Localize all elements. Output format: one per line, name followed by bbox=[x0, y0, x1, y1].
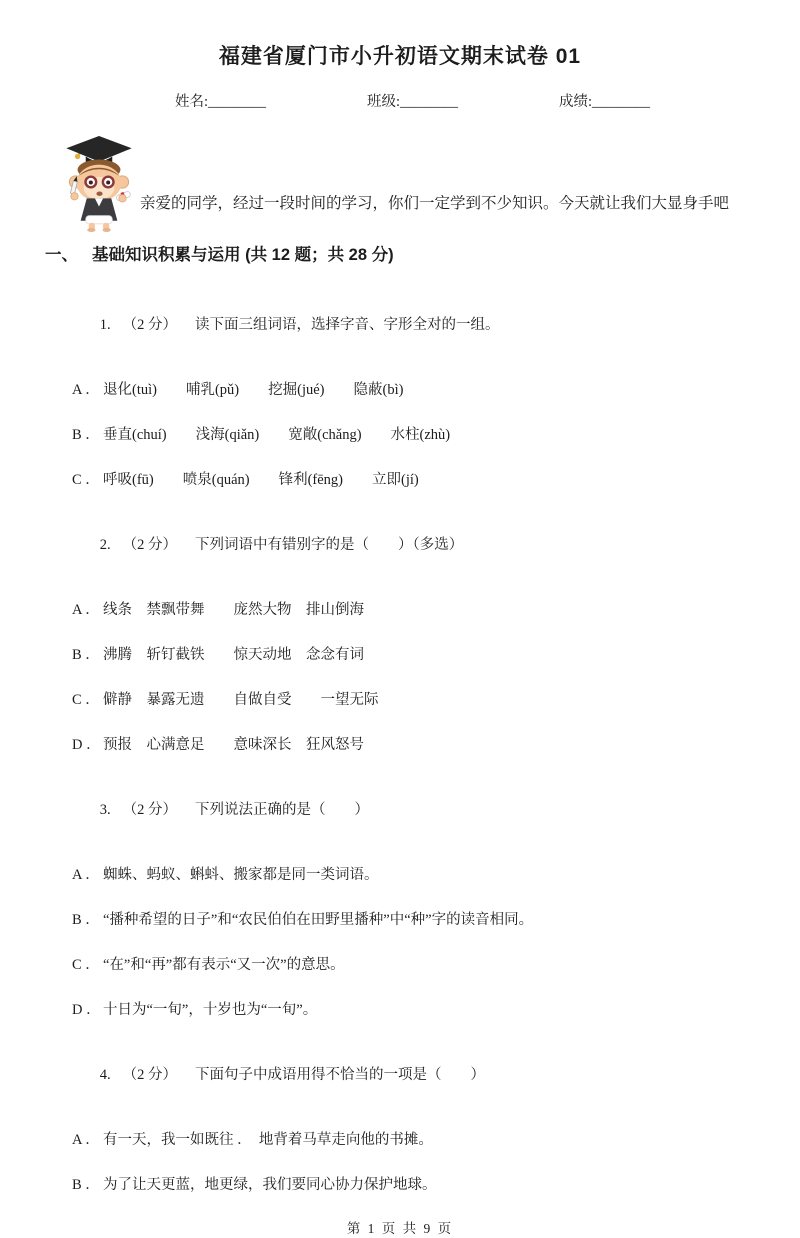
question-stem bbox=[0, 780, 800, 840]
score-field-label: 成绩: bbox=[558, 94, 592, 110]
option-text: 退化(tuì) 哺乳(pǔ) 挖掘(jué) 隐蔽(bì) bbox=[103, 382, 404, 398]
option-text: “在”和“再”都有表示“又一次”的意思。 bbox=[103, 957, 345, 973]
option-row bbox=[0, 470, 800, 490]
section-meta: (共 12 题；共 28 分) bbox=[240, 246, 394, 264]
option-row bbox=[0, 735, 800, 755]
option-row bbox=[0, 955, 800, 975]
option-row bbox=[0, 1175, 800, 1195]
option-label: A ． bbox=[72, 1132, 100, 1148]
option-label: A ． bbox=[72, 867, 100, 883]
option-text: 预报 心满意足 意味深长 狂风怒号 bbox=[103, 737, 364, 753]
option-label: C ． bbox=[72, 692, 100, 708]
option-text: 沸腾 斩钉截铁 惊天动地 念念有词 bbox=[103, 647, 364, 663]
question-stem-text: 下列说法正确的是（ ） bbox=[195, 802, 369, 818]
question-stem-text: 读下面三组词语，选择字音、字形全对的一组。 bbox=[195, 317, 500, 333]
score-field bbox=[559, 92, 650, 112]
name-field-blank: ________ bbox=[208, 94, 267, 110]
graduate-mascot-illustration bbox=[58, 134, 140, 232]
page-title: 福建省厦门市小升初语文期末试卷 01 bbox=[218, 45, 582, 68]
question-score: （2 分） bbox=[122, 1067, 177, 1083]
option-label: C ． bbox=[72, 472, 100, 488]
option-text: 僻静 暴露无遗 自做自受 一望无际 bbox=[103, 692, 379, 708]
question-stem bbox=[0, 295, 800, 355]
question-block-4 bbox=[0, 1045, 800, 1195]
option-label: A ． bbox=[72, 602, 100, 618]
option-label: A ． bbox=[72, 382, 100, 398]
mascot-hand-right bbox=[119, 195, 126, 202]
option-label: B ． bbox=[72, 427, 100, 443]
question-block-3 bbox=[0, 780, 800, 1020]
option-label: C ． bbox=[72, 957, 100, 973]
question-number: 3. bbox=[99, 802, 111, 818]
question-stem-text: 下面句子中成语用得不恰当的一项是（ ） bbox=[195, 1067, 485, 1083]
option-row bbox=[0, 690, 800, 710]
option-text: 有一天，我一如既往 ． 地背着马草走向他的书摊。 bbox=[103, 1132, 433, 1148]
class-field-label: 班级: bbox=[366, 94, 401, 110]
option-row bbox=[0, 865, 800, 885]
option-text: 十日为“一旬”，十岁也为“一旬”。 bbox=[103, 1002, 318, 1018]
question-block-2 bbox=[0, 515, 800, 755]
question-score: （2 分） bbox=[122, 802, 177, 818]
mascot-foot-left bbox=[87, 228, 95, 232]
section-title: 基础知识积累与运用 bbox=[92, 246, 241, 264]
mascot-hand-left bbox=[71, 193, 78, 200]
question-list bbox=[0, 295, 800, 1195]
option-row bbox=[0, 380, 800, 400]
option-row bbox=[0, 425, 800, 445]
section-index: 一、 bbox=[45, 246, 78, 264]
class-field bbox=[367, 92, 458, 112]
section-heading bbox=[45, 244, 800, 266]
score-field-blank: ________ bbox=[592, 94, 650, 110]
option-row bbox=[0, 600, 800, 620]
intro-section bbox=[0, 112, 800, 232]
option-row bbox=[0, 1130, 800, 1150]
mascot-tassel-knot bbox=[75, 154, 80, 159]
name-field-label: 姓名: bbox=[175, 94, 209, 110]
option-text: 为了让天更蓝，地更绿，我们要同心协力保护地球。 bbox=[103, 1177, 437, 1193]
mascot-pupil-left bbox=[89, 180, 93, 184]
page-number-indicator: 第 1 页 共 9 页 bbox=[346, 1221, 454, 1236]
question-stem bbox=[0, 515, 800, 575]
option-label: D ． bbox=[72, 737, 101, 753]
question-stem bbox=[0, 1045, 800, 1105]
header-fields-row bbox=[175, 92, 650, 112]
question-block-1 bbox=[0, 295, 800, 490]
option-label: B ． bbox=[72, 647, 100, 663]
option-label: D ． bbox=[72, 1002, 101, 1018]
question-number: 2. bbox=[99, 537, 111, 553]
option-text: 蜘蛛、蚂蚁、蝌蚪、搬家都是同一类词语。 bbox=[103, 867, 379, 883]
class-field-blank: ________ bbox=[400, 94, 459, 110]
option-text: “播种希望的日子”和“农民伯伯在田野里播种”中“种”字的读音相同。 bbox=[103, 912, 534, 928]
option-row bbox=[0, 645, 800, 665]
option-row bbox=[0, 910, 800, 930]
mascot-foot-right bbox=[103, 228, 111, 232]
mascot-shorts bbox=[86, 216, 113, 224]
name-field bbox=[175, 92, 266, 112]
option-text: 线条 禁飘带舞 庞然大物 排山倒海 bbox=[103, 602, 364, 618]
option-label: B ． bbox=[72, 1177, 100, 1193]
mascot-mouth bbox=[96, 191, 102, 195]
question-number: 4. bbox=[99, 1067, 111, 1083]
mascot-pupil-right bbox=[106, 180, 110, 184]
option-label: B ． bbox=[72, 912, 100, 928]
option-row bbox=[0, 1000, 800, 1020]
question-score: （2 分） bbox=[122, 537, 177, 553]
question-number: 1. bbox=[99, 317, 111, 333]
question-stem-text: 下列词语中有错别字的是（ ）（多选） bbox=[195, 537, 464, 553]
option-text: 垂直(chuí) 浅海(qiǎn) 宽敞(chǎng) 水柱(zhù) bbox=[103, 427, 451, 443]
greeting-text: 亲爱的同学，经过一段时间的学习，你们一定学到不少知识。今天就让我们大显身手吧 bbox=[140, 195, 730, 212]
option-text: 呼吸(fū) 喷泉(quán) 锋利(fēng) 立即(jí) bbox=[103, 472, 419, 488]
question-score: （2 分） bbox=[122, 317, 177, 333]
